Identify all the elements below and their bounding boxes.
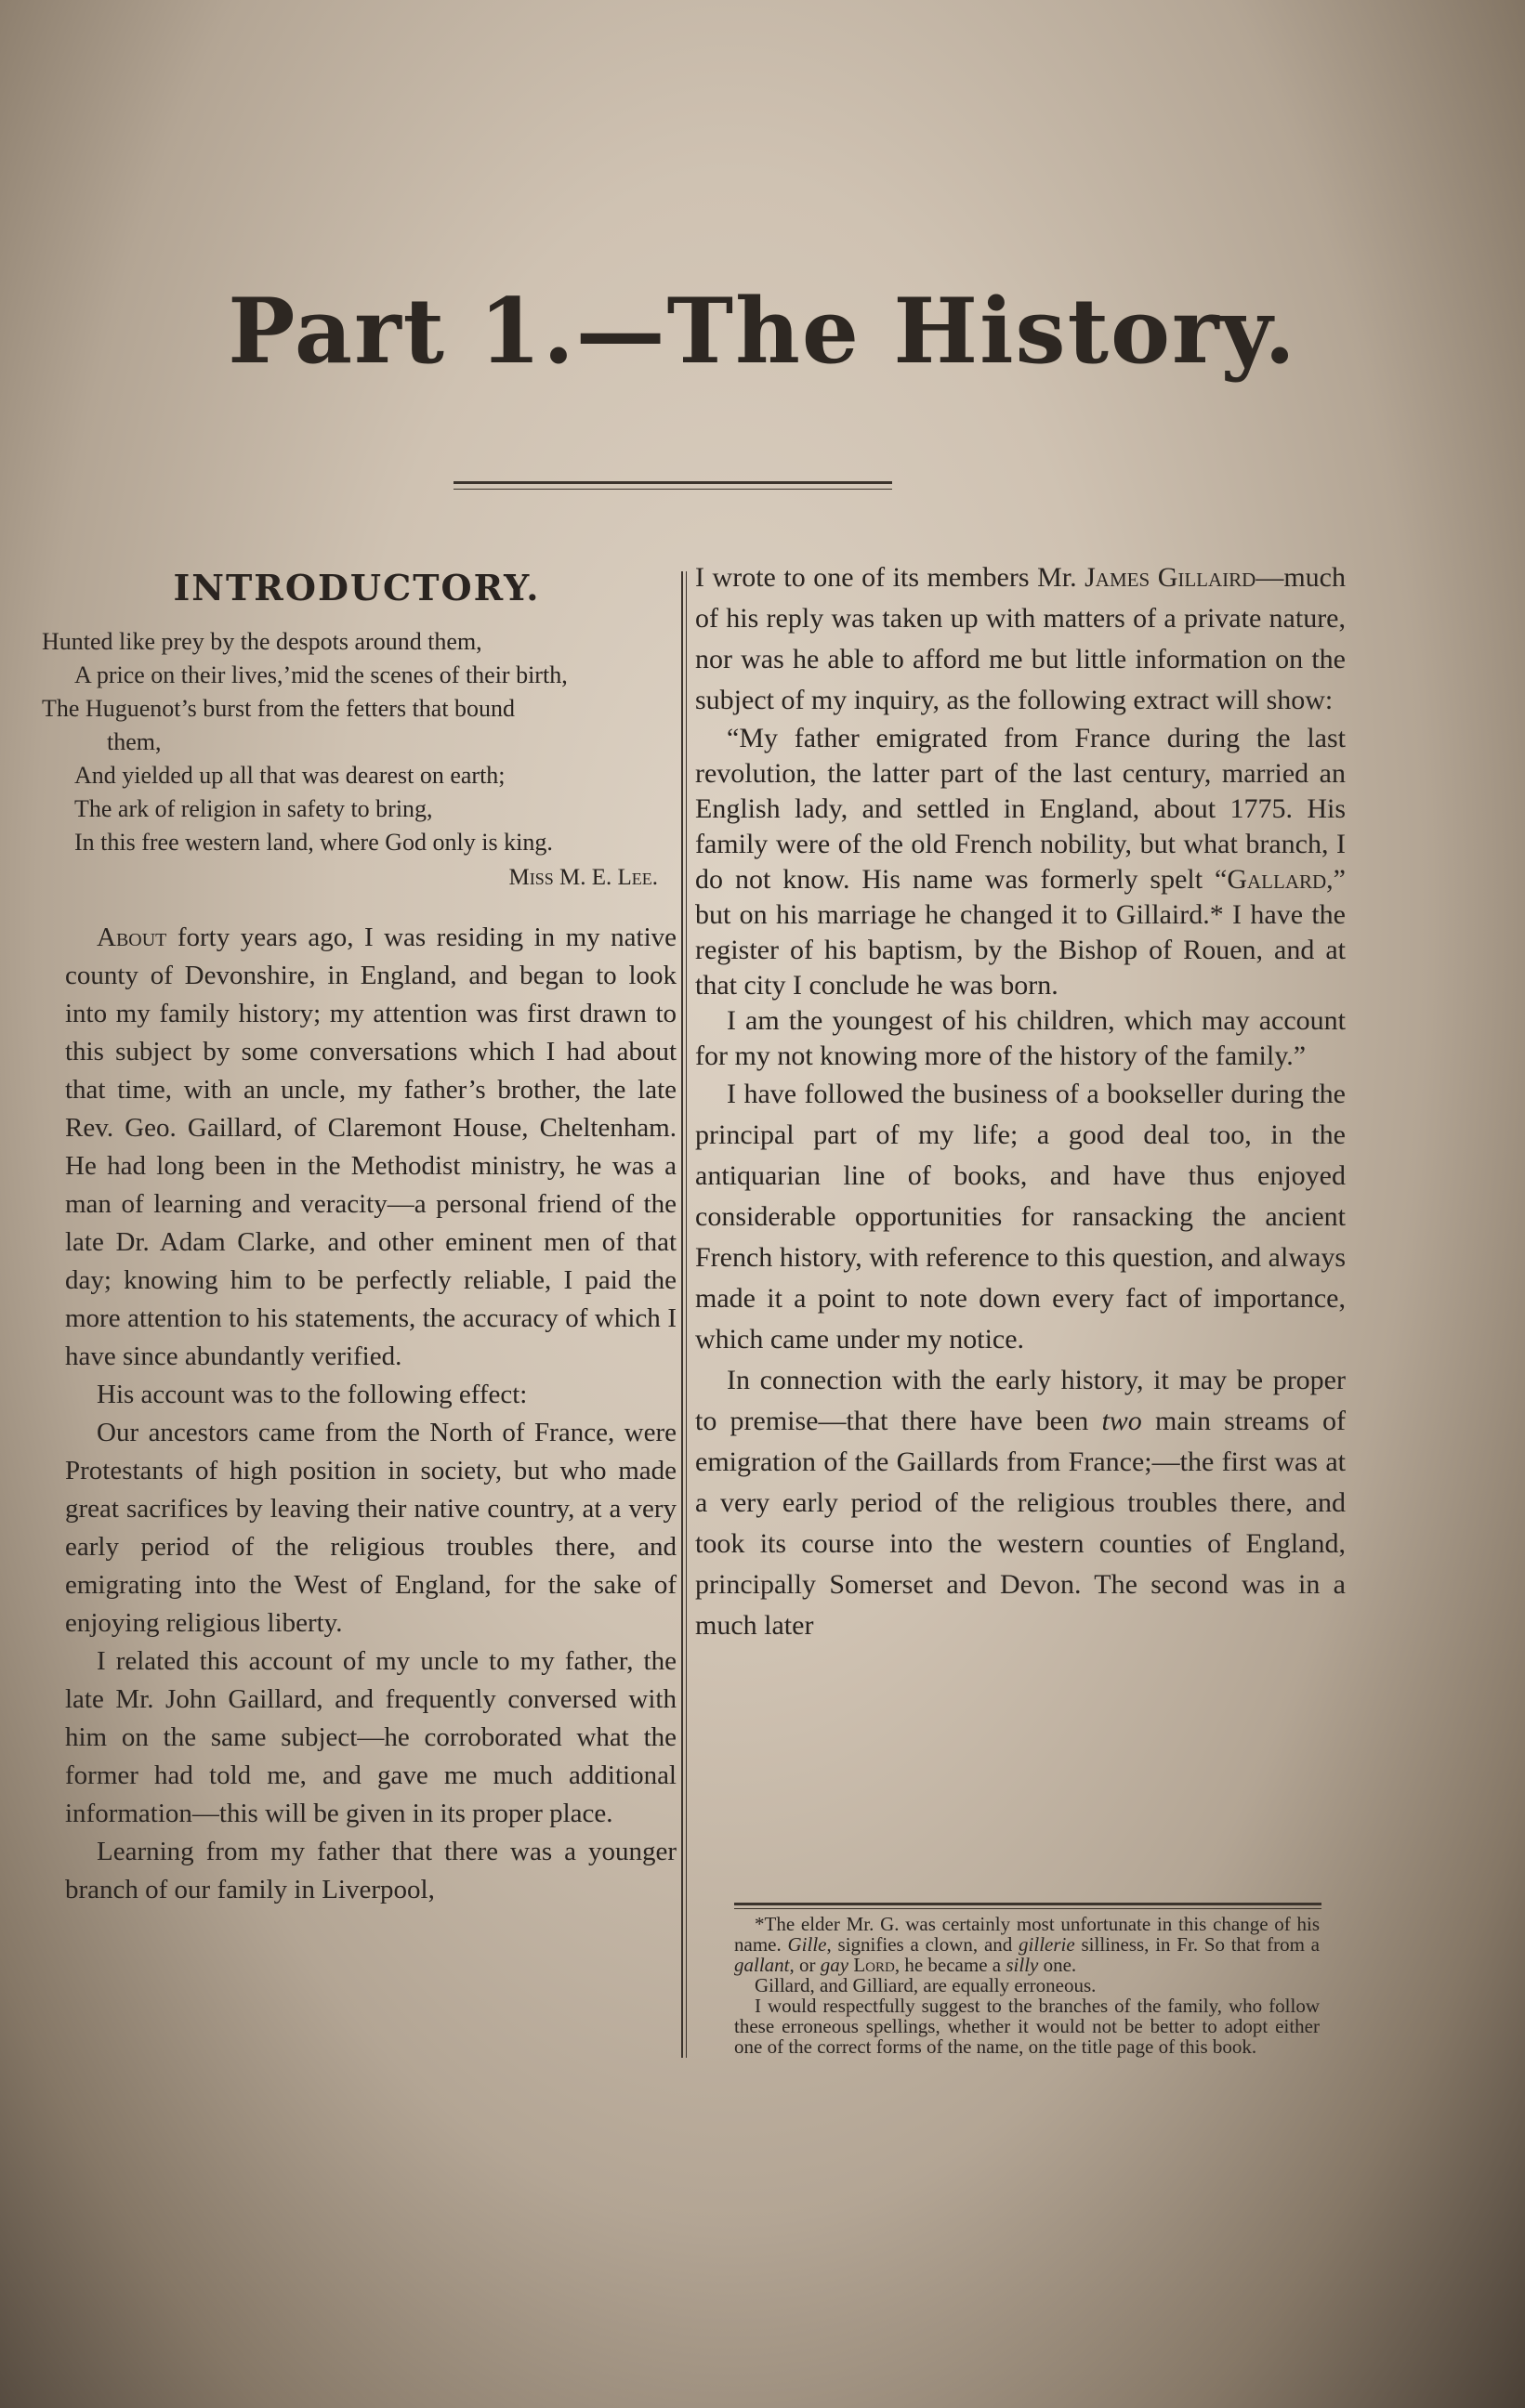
old-spelling: Gallard xyxy=(1227,864,1327,895)
title-rule-thin xyxy=(454,489,892,490)
footnote-paragraph: I would respectfully suggest to the branches of the family, who follow these erroneous spellings, whether it would not be better to adopt either one of the correct forms of the name, on the title page of this book. xyxy=(734,1995,1320,2058)
quote-paragraph: I am the youngest of his children, which may account for my not knowing more of the history of the family.” xyxy=(695,1005,1346,1071)
footnote-text: , signifies a clown, and xyxy=(826,1933,1019,1956)
body-paragraph: I related this account of my uncle to my father, the late Mr. John Gaillard, and frequently conversed with him on the same subject—he corroborated what the former had told me, and gave me much additional information—this will be given in its proper place. xyxy=(65,1646,677,1828)
paragraph-text: forty years ago, I was residing in my native county of Devonshire, in England, and began to look into my family history; my attention was first drawn to this subject by some conversations which I had about that time, with an uncle, my father’s brother, the late Rev. Geo. Gaillard, of Claremont House, Cheltenham. He had long been in the Methodist ministry, he was a man of learning and veracity—a personal friend of the late Dr. Adam Clarke, and other eminent men of that day; knowing him to be perfectly reliable, I paid the more attention to his statements, the accuracy of which I have since abundantly verified. xyxy=(65,923,677,1371)
footnote-paragraph xyxy=(734,1914,1320,1975)
paragraph-text: I wrote to one of its members Mr. xyxy=(695,562,1085,593)
footnote-smallcaps: Lord xyxy=(848,1954,895,1976)
body-paragraph xyxy=(695,557,1346,721)
poem-line: A price on their lives,’mid the scenes of their birth, xyxy=(74,661,568,688)
person-name: James Gillaird xyxy=(1085,562,1256,593)
quote-paragraph xyxy=(695,721,1346,1003)
poem-line: Hunted like prey by the despots around them, xyxy=(42,628,482,655)
poem-line: And yielded up all that was dearest on earth; xyxy=(74,762,506,789)
paragraph-text: main streams of emigration of the Gaillards from France;—the first was at a very early period of the religious troubles there, and took its course into the western counties of England, principally Somerset and Devon. The second was in a much later xyxy=(695,1406,1346,1641)
footnote-rule xyxy=(734,1903,1321,1905)
lead-word: About xyxy=(97,923,167,952)
poem-author: Miss M. E. Lee. xyxy=(508,865,658,890)
body-paragraph: Our ancestors came from the North of France, were Protestants of high position in society, but who made great sacrifices by leaving their native country, at a very early period of the religious troubles there, and emigrating into the West of England, for the sake of enjoying religious liberty. xyxy=(65,1418,677,1638)
body-paragraph: I have followed the business of a bookseller during the principal part of my life; a good deal too, in the antiquarian line of books, and have thus enjoyed considerable opportunities for ransacking the ancient French history, with reference to this question, and always made it a point to note down every fact of importance, which came under my notice. xyxy=(695,1079,1346,1354)
paragraph-text: “My father emigrated from France during the last revolution, the latter part of the last century, married an English lady, and settled in England, about 1775. His family were of the old French nobility, but what branch, I do not know. His name was formerly spelt “ xyxy=(695,723,1346,895)
poem-line: them, xyxy=(107,728,162,755)
body-paragraph xyxy=(37,919,677,1376)
right-column xyxy=(695,557,1346,1646)
letter-extract xyxy=(695,721,1346,1074)
footnote-rule-thin xyxy=(734,1908,1321,1909)
footnote-text: silliness, in Fr. So that from a xyxy=(1074,1933,1320,1956)
left-column xyxy=(37,567,677,1909)
footnote-italic: gallant xyxy=(734,1954,790,1976)
footnote-text: , he became a xyxy=(894,1954,1006,1976)
footnote-text: one. xyxy=(1038,1954,1077,1976)
paragraph-text: ,” but on his marriage he changed it to Gillaird.* I have the register of his baptism, by the Bishop of Rouen, and at that city I conclude he was born. xyxy=(695,864,1346,1001)
emphasis: two xyxy=(1101,1406,1142,1436)
section-heading: INTRODUCTORY. xyxy=(173,567,541,609)
body-paragraph xyxy=(695,1360,1346,1646)
column-divider xyxy=(681,571,687,2058)
footnote-text: , or xyxy=(789,1954,821,1976)
footnote-paragraph: Gillard, and Gilliard, are equally erroneous. xyxy=(755,1974,1097,1996)
title-rule xyxy=(454,481,892,484)
body-paragraph: His account was to the following effect: xyxy=(97,1380,528,1409)
footnote-italic: gay xyxy=(820,1954,849,1976)
footnote-italic: Gille xyxy=(787,1933,827,1956)
paragraph-text: In connection with the early history, it may be proper to premise—that there have been xyxy=(695,1365,1346,1436)
body-paragraph: Learning from my father that there was a younger branch of our family in Liverpool, xyxy=(65,1837,677,1904)
epigraph-poem xyxy=(37,625,658,859)
poem-line: The Huguenot’s burst from the fetters that bound xyxy=(42,695,516,722)
paragraph-text: —much of his reply was taken up with matters of a private nature, nor was he able to afford me but little information on the subject of my inquiry, as the following extract will show: xyxy=(695,562,1346,715)
footnote-italic: silly xyxy=(1006,1954,1039,1976)
page-title: Part 1.—The History. xyxy=(228,279,1297,384)
footnote-italic: gillerie xyxy=(1019,1933,1075,1956)
poem-line: In this free western land, where God only is king. xyxy=(74,829,553,856)
poem-line: The ark of religion in safety to bring, xyxy=(74,795,433,822)
footnote xyxy=(734,1914,1320,2057)
footnote-text: *The elder Mr. G. was certainly most unfortunate in this change of his name. xyxy=(734,1913,1320,1956)
